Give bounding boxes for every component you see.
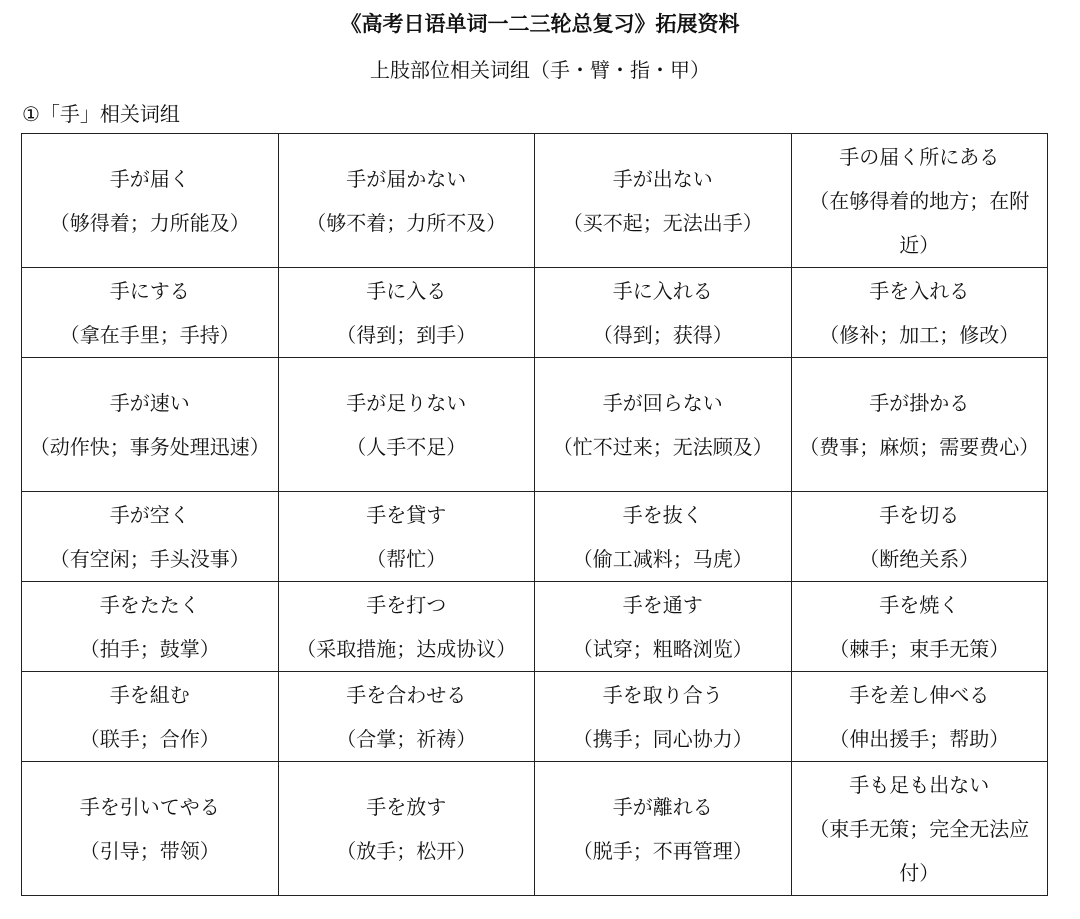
- phrase-cell: [535, 268, 792, 358]
- phrase-meaning: （修补；加工；修改）: [819, 322, 1020, 347]
- phrase-word: 手を組む: [109, 682, 190, 707]
- phrase-word: 手を取り合う: [602, 682, 723, 707]
- phrase-word: 手が離れる: [612, 794, 713, 819]
- phrase-word: 手を差し伸べる: [849, 682, 990, 707]
- phrase-word: 手も足も出ない: [849, 772, 990, 797]
- phrase-meaning: （联手；合作）: [79, 726, 220, 751]
- phrase-word: 手を切る: [879, 502, 960, 527]
- phrase-word: 手を放す: [366, 794, 447, 819]
- phrase-word: 手を入れる: [869, 278, 970, 303]
- phrase-cell: [791, 582, 1048, 672]
- phrase-meaning: （偷工减料；马虎）: [572, 546, 753, 571]
- phrase-meaning: （够不着；力所不及）: [306, 210, 507, 235]
- phrase-cell: [22, 672, 279, 762]
- phrase-cell: [791, 358, 1048, 492]
- phrase-meaning: （动作快；事务处理迅速）: [29, 434, 270, 459]
- phrase-cell: [278, 762, 535, 896]
- phrase-meaning: （断绝关系）: [859, 546, 980, 571]
- phrase-meaning: （合掌；祈祷）: [336, 726, 477, 751]
- phrase-cell: [22, 492, 279, 582]
- phrase-meaning: （放手；松开）: [336, 838, 477, 863]
- phrase-word: 手が出ない: [612, 166, 713, 191]
- phrase-word: 手を通す: [622, 592, 703, 617]
- phrase-cell: [22, 762, 279, 896]
- phrase-meaning: （费事；麻烦；需要费心）: [799, 434, 1040, 459]
- section-heading: ①「手」相关词组: [22, 102, 180, 126]
- phrase-cell: [535, 762, 792, 896]
- phrase-word: 手を焼く: [879, 592, 960, 617]
- table-row: [22, 358, 1048, 492]
- phrase-word: 手を抜く: [622, 502, 703, 527]
- phrase-meaning: （得到；到手）: [336, 322, 477, 347]
- phrase-cell: [22, 134, 279, 268]
- phrase-meaning: （引导；带领）: [79, 838, 220, 863]
- phrase-word: 手にする: [109, 278, 190, 303]
- phrase-cell: [535, 358, 792, 492]
- phrase-cell: [535, 134, 792, 268]
- phrase-word: 手が空く: [109, 502, 190, 527]
- phrase-meaning: （携手；同心协力）: [572, 726, 753, 751]
- phrase-meaning: （伸出援手；帮助）: [829, 726, 1010, 751]
- phrase-word: 手が届く: [109, 166, 190, 191]
- table-row: [22, 492, 1048, 582]
- phrase-word: 手の届く所にある: [839, 144, 1000, 169]
- phrase-word: 手をたたく: [99, 592, 200, 617]
- phrase-cell: [22, 358, 279, 492]
- phrase-table: [21, 133, 1048, 896]
- phrase-meaning: （忙不过来；无法顾及）: [552, 434, 773, 459]
- phrase-cell: [278, 672, 535, 762]
- phrase-word: 手を引いてやる: [79, 794, 220, 819]
- phrase-cell: [278, 358, 535, 492]
- phrase-cell: [535, 492, 792, 582]
- phrase-word: 手に入れる: [612, 278, 713, 303]
- phrase-meaning: （试穿；粗略浏览）: [572, 636, 753, 661]
- phrase-cell: [535, 672, 792, 762]
- phrase-cell: [278, 492, 535, 582]
- phrase-cell: [22, 268, 279, 358]
- phrase-word: 手が足りない: [346, 390, 467, 415]
- phrase-meaning: （拿在手里；手持）: [59, 322, 240, 347]
- phrase-meaning: （够得着；力所能及）: [49, 210, 250, 235]
- phrase-word: 手に入る: [366, 278, 447, 303]
- phrase-cell: [278, 582, 535, 672]
- phrase-cell: [791, 762, 1048, 896]
- phrase-meaning: （帮忙）: [366, 546, 447, 571]
- phrase-cell: [791, 134, 1048, 268]
- phrase-cell: [278, 134, 535, 268]
- phrase-word: 手が届かない: [346, 166, 467, 191]
- phrase-word: 手を貸す: [366, 502, 447, 527]
- phrase-meaning: （束手无策；完全无法应付）: [809, 816, 1030, 885]
- phrase-meaning: （得到；获得）: [592, 322, 733, 347]
- table-row: [22, 134, 1048, 268]
- table-row: [22, 268, 1048, 358]
- document-subtitle: 上肢部位相关词组（手・臂・指・甲）: [370, 58, 710, 82]
- table-row: [22, 582, 1048, 672]
- phrase-meaning: （人手不足）: [346, 434, 467, 459]
- phrase-meaning: （拍手；鼓掌）: [79, 636, 220, 661]
- phrase-cell: [278, 268, 535, 358]
- phrase-word: 手が回らない: [602, 390, 723, 415]
- phrase-meaning: （脱手；不再管理）: [572, 838, 753, 863]
- phrase-meaning: （在够得着的地方；在附近）: [809, 188, 1030, 257]
- table-row: [22, 762, 1048, 896]
- phrase-cell: [791, 492, 1048, 582]
- phrase-meaning: （有空闲；手头没事）: [49, 546, 250, 571]
- phrase-cell: [22, 582, 279, 672]
- phrase-word: 手を合わせる: [346, 682, 467, 707]
- table-row: [22, 672, 1048, 762]
- phrase-word: 手が掛かる: [869, 390, 970, 415]
- phrase-meaning: （买不起；无法出手）: [562, 210, 763, 235]
- phrase-cell: [791, 268, 1048, 358]
- phrase-meaning: （采取措施；达成协议）: [296, 636, 517, 661]
- phrase-word: 手が速い: [109, 390, 190, 415]
- phrase-cell: [535, 582, 792, 672]
- phrase-word: 手を打つ: [366, 592, 447, 617]
- phrase-meaning: （棘手；束手无策）: [829, 636, 1010, 661]
- phrase-cell: [791, 672, 1048, 762]
- document-title: 《高考日语单词一二三轮总复习》拓展资料: [340, 12, 740, 36]
